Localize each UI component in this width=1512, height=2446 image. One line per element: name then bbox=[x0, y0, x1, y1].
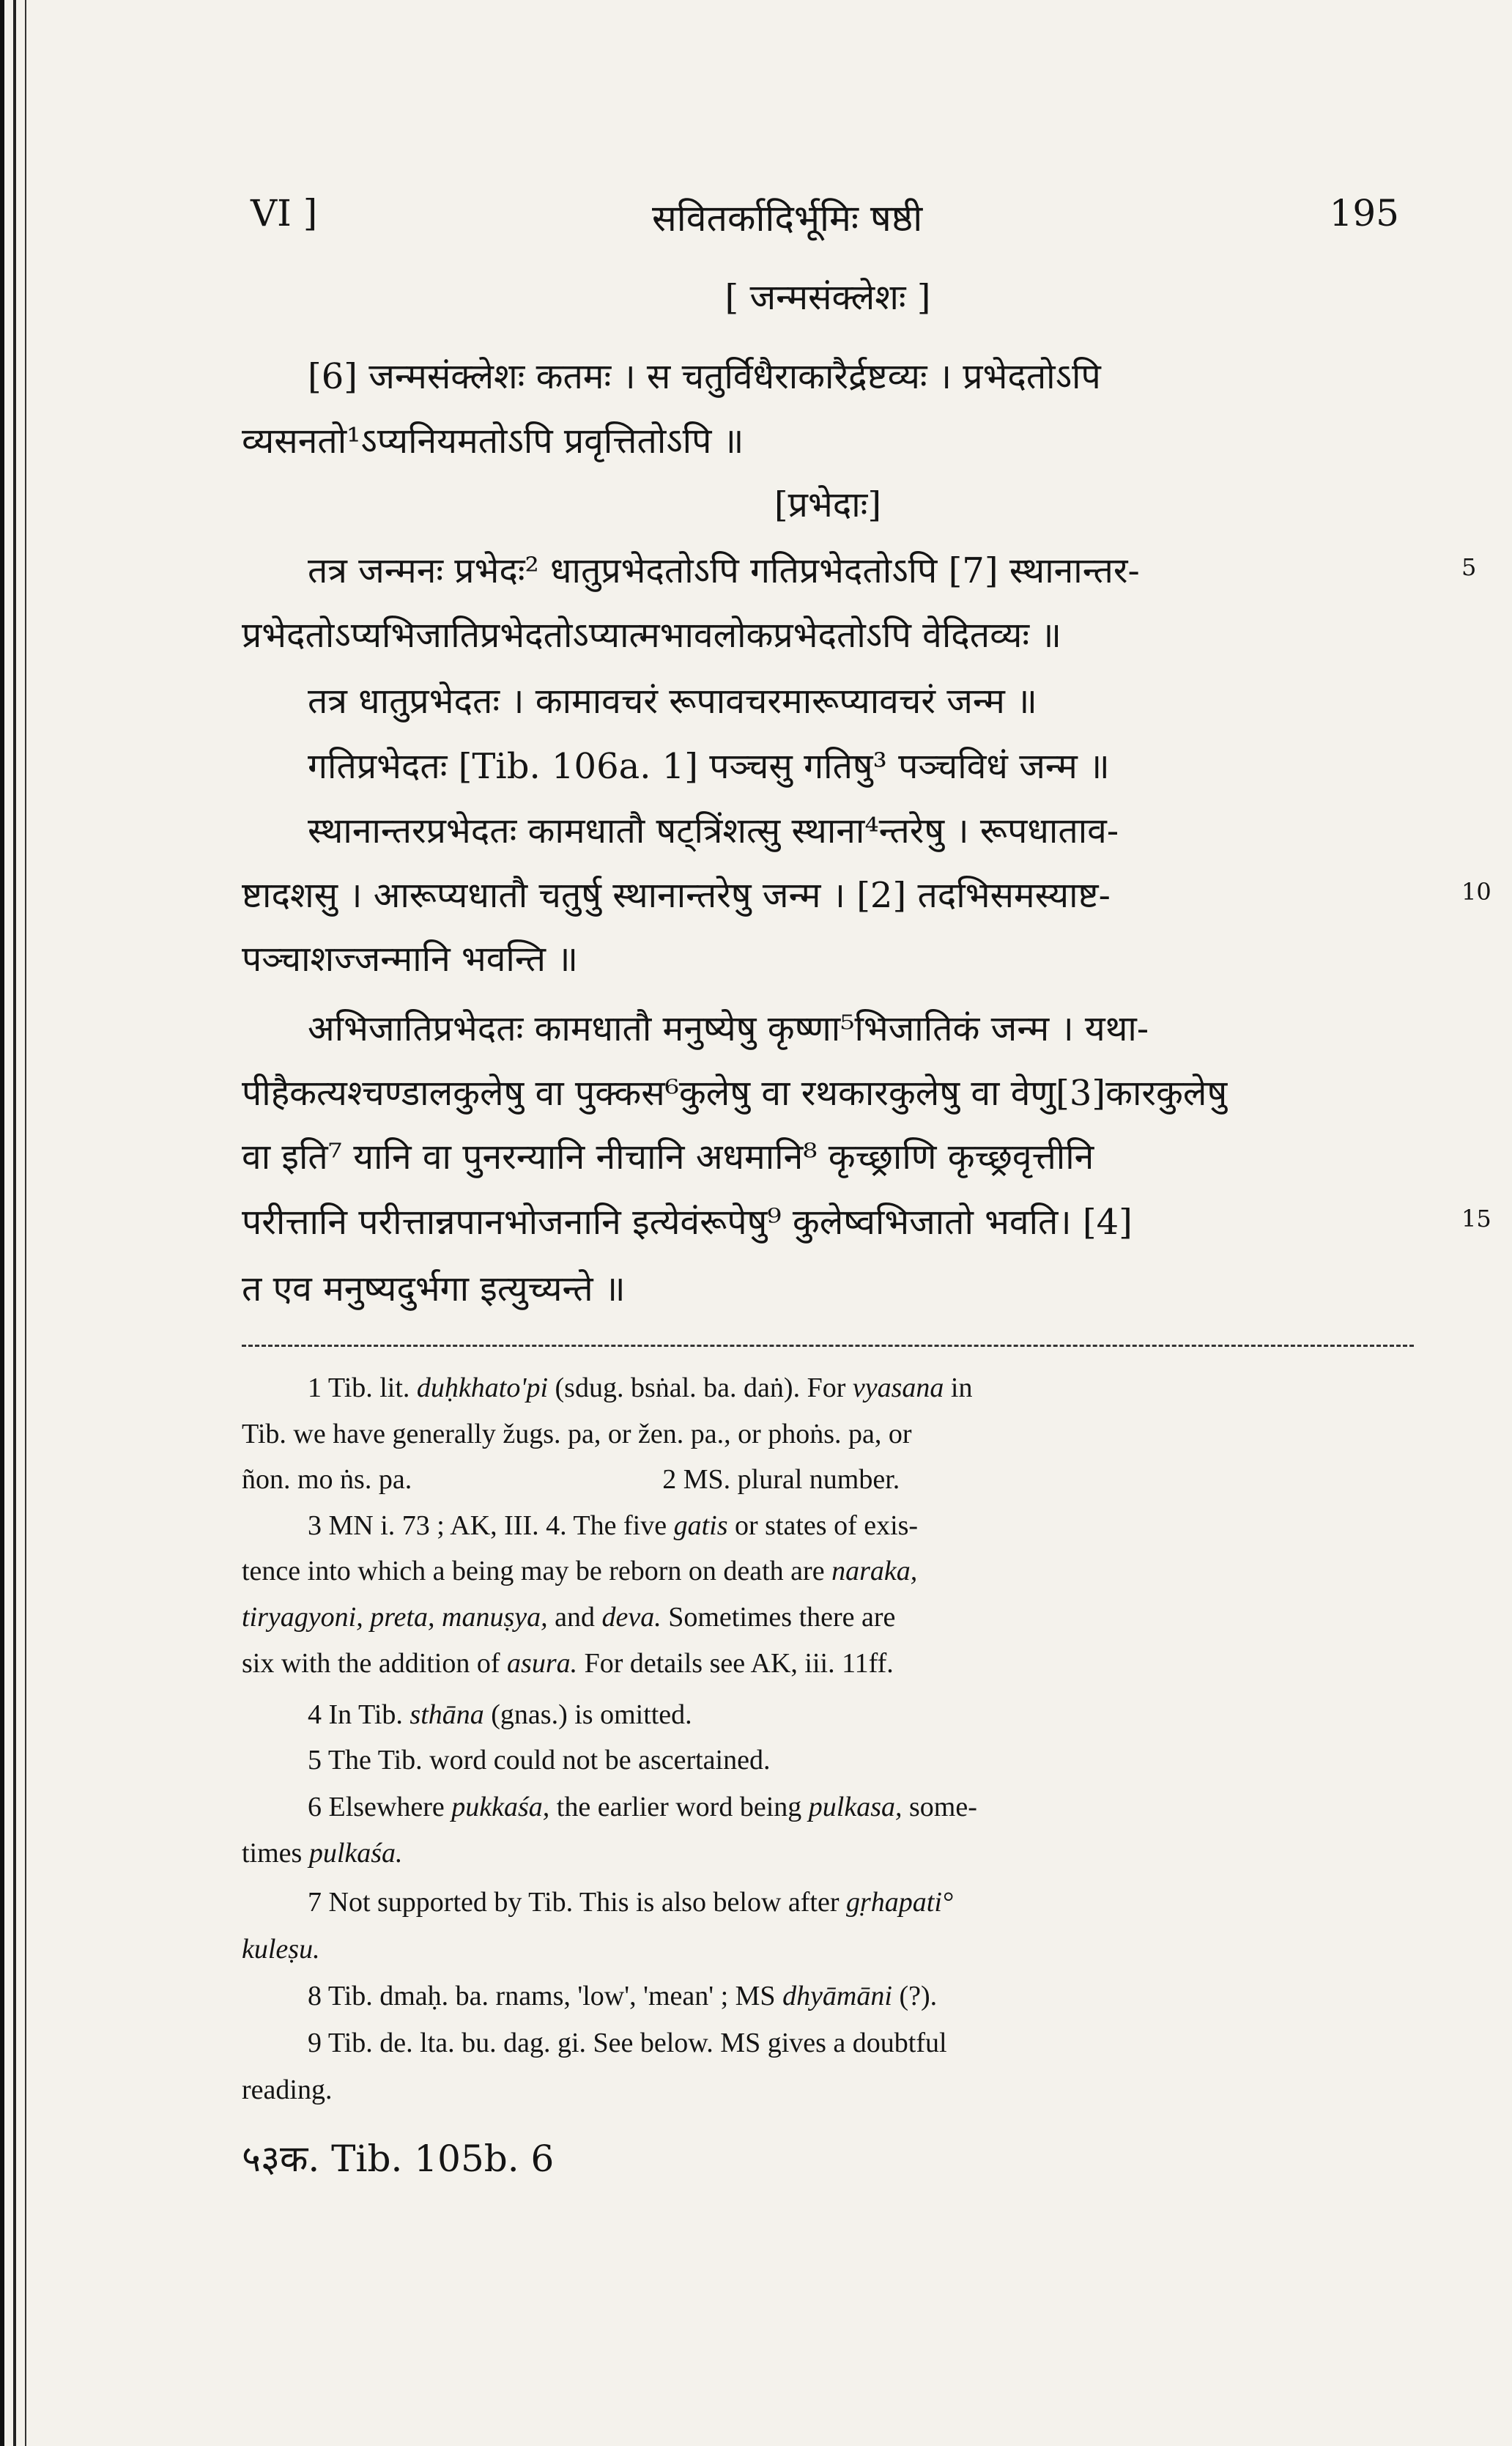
book-binding-edge bbox=[0, 0, 34, 2446]
line-number-15: 15 bbox=[1461, 1205, 1491, 1233]
line-number-5: 5 bbox=[1461, 553, 1477, 581]
footnote-line: reading. bbox=[242, 2074, 333, 2105]
footnote-line: kuleṣu. bbox=[242, 1934, 320, 1965]
footnote-line: 7 Not supported by Tib. This is also below after gṛhapati° bbox=[308, 1887, 954, 1918]
page-number: 195 bbox=[1329, 192, 1399, 234]
section-heading: [ जन्मसंक्लेशः ] bbox=[724, 277, 931, 318]
text-line: अभिजातिप्रभेदतः कामधातौ मनुष्येषु कृष्णा⁵भिजातिकं जन्म । यथा- bbox=[308, 1008, 1149, 1049]
text-line: ष्टादशसु । आरूप्यधातौ चतुर्षु स्थानान्तरेषु जन्म । [2] तदभिसमस्याष्ट- bbox=[242, 875, 1111, 916]
footnote-line: 8 Tib. dmaḥ. ba. rnams, 'low', 'mean' ; MS dhyāmāni (?). bbox=[308, 1981, 938, 2011]
footnote-line: 4 In Tib. sthāna (gnas.) is omitted. bbox=[308, 1699, 692, 1730]
footnote-line: times pulkaśa. bbox=[242, 1838, 403, 1869]
chapter-number: VI ] bbox=[251, 192, 318, 234]
text-line: परीत्तानि परीत्तान्नपानभोजनानि इत्येवंरूपेषु⁹ कुलेष्वभिजातो भवति। [4] bbox=[242, 1202, 1133, 1243]
text-line: गतिप्रभेदतः [Tib. 106a. 1] पञ्चसु गतिषु³ पञ्चविधं जन्म ॥ bbox=[308, 746, 1110, 787]
footnote-line: 5 The Tib. word could not be ascertained. bbox=[308, 1745, 771, 1776]
text-line: पीहैकत्यश्चण्डालकुलेषु वा पुक्कस⁶कुलेषु वा रथकारकुलेषु वा वेणु[3]कारकुलेषु bbox=[242, 1073, 1228, 1114]
text-line: स्थानान्तरप्रभेदतः कामधातौ षट्त्रिंशत्सु स्थाना⁴न्तरेषु । रूपधाताव- bbox=[308, 810, 1119, 851]
running-header bbox=[242, 192, 1414, 243]
folio-reference: ५३क. Tib. 105b. 6 bbox=[242, 2138, 555, 2180]
line-number-10: 10 bbox=[1461, 878, 1491, 906]
footnote-line: tence into which a being may be reborn on death are naraka, bbox=[242, 1556, 918, 1586]
footnote-line: six with the addition of asura. For details see AK, iii. 11ff. bbox=[242, 1648, 894, 1679]
text-line: वा इति⁷ यानि वा पुनरन्यानि नीचानि अधमानि⁸ कृच्छ्राणि कृच्छ्रवृत्तीनि bbox=[242, 1137, 1094, 1178]
text-line: त एव मनुष्यदुर्भगा इत्युच्यन्ते ॥ bbox=[242, 1268, 626, 1309]
text-line: तत्र धातुप्रभेदतः । कामावचरं रूपावचरमारूप्यावचरं जन्म ॥ bbox=[308, 681, 1037, 722]
footnote-rule bbox=[242, 1345, 1414, 1347]
text-line: प्रभेदतोऽप्यभिजातिप्रभेदतोऽप्यात्मभावलोकप्रभेदतोऽपि वेदितव्यः ॥ bbox=[242, 615, 1062, 656]
footnote-line: ñon. mo ṅs. pa. 2 MS. plural number. bbox=[242, 1464, 900, 1495]
text-line: व्यसनतो¹ऽप्यनियमतोऽपि प्रवृत्तितोऽपि ॥ bbox=[242, 421, 744, 462]
running-title: सवितर्कादिर्भूमिः षष्ठी bbox=[652, 197, 923, 240]
text-line: [6] जन्मसंक्लेशः कतमः । स चतुर्विधैराकारैर्द्रष्टव्यः । प्रभेदतोऽपि bbox=[308, 356, 1101, 397]
footnote-line: 3 MN i. 73 ; AK, III. 4. The five gatis or states of exis- bbox=[308, 1510, 919, 1541]
footnote-line: tiryagyoni, preta, manuṣya, and deva. Sometimes there are bbox=[242, 1602, 896, 1633]
text-line: तत्र जन्मनः प्रभेदः² धातुप्रभेदतोऽपि गतिप्रभेदतोऽपि [7] स्थानान्तर- bbox=[308, 550, 1140, 591]
footnote-line: 6 Elsewhere pukkaśa, the earlier word being pulkasa, some- bbox=[308, 1792, 977, 1822]
footnote-line: Tib. we have generally žugs. pa, or žen. pa., or phoṅs. pa, or bbox=[242, 1419, 912, 1449]
text-line: पञ्चाशज्जन्मानि भवन्ति ॥ bbox=[242, 939, 579, 980]
footnote-line: 9 Tib. de. lta. bu. dag. gi. See below. MS gives a doubtful bbox=[308, 2028, 947, 2058]
footnote-line: 1 Tib. lit. duḥkhato'pi (sdug. bsṅal. ba. daṅ). For vyasana in bbox=[308, 1372, 973, 1403]
section-heading: [प्रभेदाः] bbox=[774, 484, 882, 525]
